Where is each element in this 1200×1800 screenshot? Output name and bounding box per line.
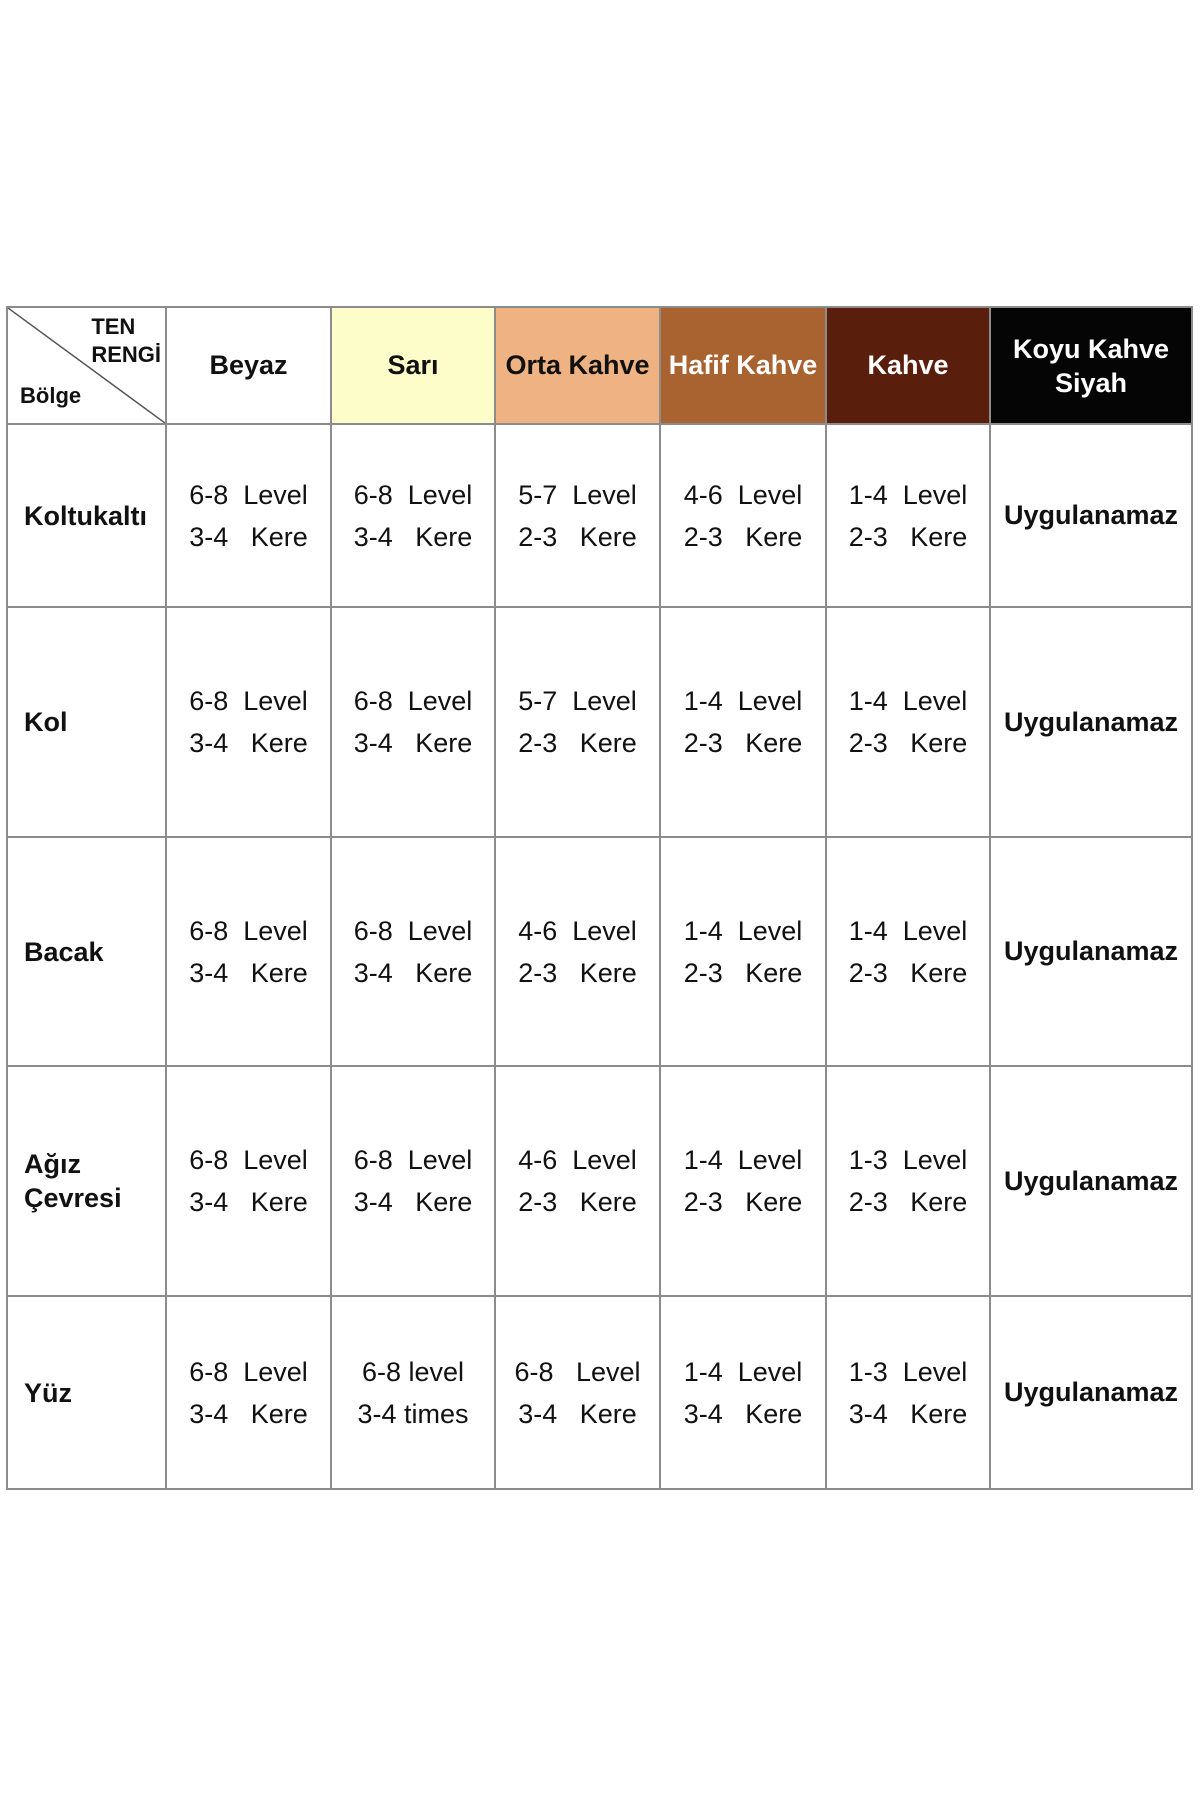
cell-sessions: 2-3 Kere xyxy=(848,728,968,758)
cell-sessions: 2-3 Kere xyxy=(683,1187,803,1217)
cell-level: 6-8 Level xyxy=(189,915,308,946)
cell-level: 1-3 Level xyxy=(848,1145,968,1175)
cell-level: 6-8 Level xyxy=(353,686,473,716)
table-cell xyxy=(495,1296,660,1489)
cell-level: 4-6 Level xyxy=(518,1145,637,1175)
cell-level: 1-4 Level xyxy=(683,915,803,946)
header-row xyxy=(7,307,1192,424)
cell-level: 1-4 Level xyxy=(848,479,968,510)
row-label: Koltukaltı xyxy=(7,424,166,607)
cell-sessions: 2-3 Kere xyxy=(683,728,803,758)
table-cell xyxy=(166,837,331,1066)
cell-sessions: 2-3 Kere xyxy=(848,957,968,988)
row-label: Yüz xyxy=(7,1296,166,1489)
header-beyaz: Beyaz xyxy=(166,307,331,424)
corner-cell xyxy=(7,307,166,424)
cell-sessions: 2-3 Kere xyxy=(518,728,637,758)
header-koyu-kahve-siyah: Koyu Kahve Siyah xyxy=(990,307,1192,424)
cell-sessions: 2-3 Kere xyxy=(518,521,637,552)
not-applicable-cell: Uygulanamaz xyxy=(990,424,1192,607)
table-cell xyxy=(826,1296,990,1489)
cell-level: 1-4 Level xyxy=(848,915,968,946)
cell-sessions: 3-4 Kere xyxy=(353,957,473,988)
cell-sessions: 3-4 Kere xyxy=(518,1398,637,1429)
table-cell xyxy=(331,1296,495,1489)
cell-sessions: 3-4 Kere xyxy=(189,1187,308,1217)
table-cell xyxy=(826,837,990,1066)
header-sari: Sarı xyxy=(331,307,495,424)
table-row-agiz-cevresi xyxy=(7,1066,1192,1296)
not-applicable-cell: Uygulanamaz xyxy=(990,1296,1192,1489)
row-label: Kol xyxy=(7,607,166,837)
table-cell xyxy=(166,424,331,607)
table-cell xyxy=(495,1066,660,1296)
cell-level: 6-8 Level xyxy=(189,1145,308,1175)
cell-level: 5-7 Level xyxy=(518,479,637,510)
cell-level: 6-8 Level xyxy=(189,686,308,716)
table-cell xyxy=(331,837,495,1066)
table-cell xyxy=(826,607,990,837)
cell-sessions: 3-4 Kere xyxy=(189,728,308,758)
cell-level: 4-6 Level xyxy=(518,915,637,946)
cell-sessions: 3-4 Kere xyxy=(848,1398,968,1429)
table-cell xyxy=(826,1066,990,1296)
table-cell xyxy=(166,1066,331,1296)
cell-sessions: 3-4 times xyxy=(357,1398,469,1429)
table-cell xyxy=(166,1296,331,1489)
region-axis-label: Bölge xyxy=(20,383,82,408)
cell-sessions: 2-3 Kere xyxy=(518,1187,637,1217)
not-applicable-cell: Uygulanamaz xyxy=(990,607,1192,837)
cell-level: 6-8 Level xyxy=(514,1356,641,1387)
cell-sessions: 3-4 Kere xyxy=(353,1187,473,1217)
table-cell xyxy=(660,607,826,837)
cell-sessions: 3-4 Kere xyxy=(353,521,473,552)
table-cell xyxy=(660,1296,826,1489)
cell-level: 6-8 Level xyxy=(189,1356,308,1387)
cell-level: 1-4 Level xyxy=(683,1145,803,1175)
table-cell xyxy=(331,607,495,837)
row-label: Ağız Çevresi xyxy=(7,1066,166,1296)
table-cell xyxy=(331,424,495,607)
table-row-kol xyxy=(7,607,1192,837)
table-cell xyxy=(660,1066,826,1296)
treatment-table xyxy=(6,306,1193,1490)
table-cell xyxy=(166,607,331,837)
cell-level: 6-8 level xyxy=(361,1356,465,1387)
not-applicable-cell: Uygulanamaz xyxy=(990,837,1192,1066)
table-cell xyxy=(660,837,826,1066)
cell-level: 6-8 Level xyxy=(353,915,473,946)
header-hafif-kahve: Hafif Kahve xyxy=(660,307,826,424)
cell-level: 4-6 Level xyxy=(683,479,803,510)
table-cell xyxy=(495,837,660,1066)
table-cell xyxy=(660,424,826,607)
cell-sessions: 3-4 Kere xyxy=(353,728,473,758)
cell-level: 1-3 Level xyxy=(848,1356,968,1387)
cell-level: 5-7 Level xyxy=(518,686,637,716)
header-orta-kahve: Orta Kahve xyxy=(495,307,660,424)
table-row-yuz xyxy=(7,1296,1192,1489)
table-row-bacak xyxy=(7,837,1192,1066)
cell-sessions: 3-4 Kere xyxy=(189,521,308,552)
table-cell xyxy=(331,1066,495,1296)
table-cell xyxy=(495,607,660,837)
table-cell xyxy=(826,424,990,607)
cell-sessions: 3-4 Kere xyxy=(189,957,308,988)
cell-sessions: 2-3 Kere xyxy=(848,1187,968,1217)
cell-level: 6-8 Level xyxy=(353,1145,473,1175)
cell-sessions: 2-3 Kere xyxy=(518,957,637,988)
cell-level: 6-8 Level xyxy=(189,479,308,510)
skin-color-axis-label: TEN RENGİ xyxy=(91,314,161,367)
cell-sessions: 3-4 Kere xyxy=(189,1398,308,1429)
cell-sessions: 3-4 Kere xyxy=(683,1398,803,1429)
table-row-koltukalti xyxy=(7,424,1192,607)
cell-level: 1-4 Level xyxy=(848,686,968,716)
header-kahve: Kahve xyxy=(826,307,990,424)
cell-level: 6-8 Level xyxy=(353,479,473,510)
cell-level: 1-4 Level xyxy=(683,1356,803,1387)
table-cell xyxy=(495,424,660,607)
cell-sessions: 2-3 Kere xyxy=(683,521,803,552)
not-applicable-cell: Uygulanamaz xyxy=(990,1066,1192,1296)
cell-sessions: 2-3 Kere xyxy=(683,957,803,988)
cell-sessions: 2-3 Kere xyxy=(848,521,968,552)
row-label: Bacak xyxy=(7,837,166,1066)
cell-level: 1-4 Level xyxy=(683,686,803,716)
